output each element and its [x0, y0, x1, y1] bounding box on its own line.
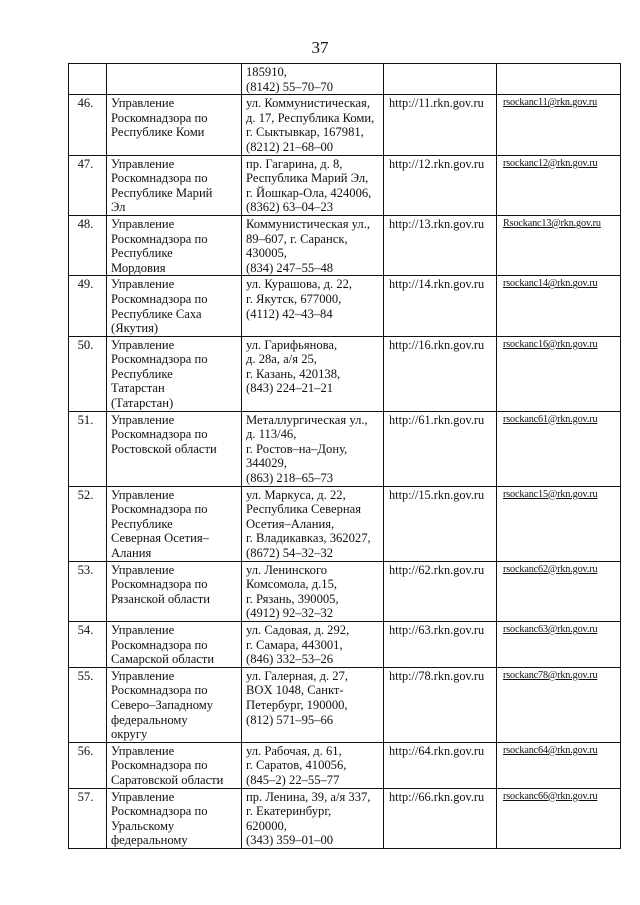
office-address [242, 486, 384, 561]
email-link [497, 64, 621, 95]
office-name-line: федеральному [111, 712, 188, 727]
row-number: 49. [69, 276, 107, 336]
row-number: 56. [69, 742, 107, 788]
office-name-line: Рязанской области [111, 591, 210, 606]
office-name-line: Роскомнадзора по [111, 502, 208, 517]
address-line: Осетия–Алания, [246, 516, 335, 531]
office-name [107, 215, 242, 275]
address-line: г. Екатеринбург, [246, 804, 332, 819]
address-line: (4112) 42–43–84 [246, 306, 333, 321]
address-line: (812) 571–95–66 [246, 712, 334, 727]
office-address [242, 411, 384, 486]
registry-table [68, 63, 621, 849]
address-line: Комсомола, д.15, [246, 577, 338, 592]
address-line: г. Якутск, 677000, [246, 291, 342, 306]
office-name-line: Роскомнадзора по [111, 352, 208, 367]
office-name-line: Роскомнадзора по [111, 110, 208, 125]
address-line: г. Рязань, 390005, [246, 591, 339, 606]
table-row [69, 788, 621, 848]
row-number: 48. [69, 215, 107, 275]
website-link[interactable]: http://16.rkn.gov.ru [384, 336, 497, 411]
office-name-line: (Якутия) [111, 321, 159, 336]
office-name-line: Роскомнадзора по [111, 427, 208, 442]
office-name [107, 561, 242, 621]
address-line: Петербург, 190000, [246, 697, 348, 712]
website-link[interactable]: http://14.rkn.gov.ru [384, 276, 497, 336]
office-address [242, 64, 384, 95]
address-line: ул. Галерная, д. 27, [246, 668, 349, 683]
website-link[interactable]: http://66.rkn.gov.ru [384, 788, 497, 848]
website-link[interactable]: http://11.rkn.gov.ru [384, 95, 497, 155]
website-link[interactable]: http://13.rkn.gov.ru [384, 215, 497, 275]
address-line: пр. Ленина, 39, а/я 337, [246, 789, 371, 804]
table-row [69, 64, 621, 95]
email-link[interactable]: rsockanc15@rkn.gov.ru [497, 486, 621, 561]
office-name [107, 64, 242, 95]
address-line: ул. Садовая, д. 292, [246, 622, 350, 637]
office-name-line: Алания [111, 546, 152, 560]
address-line: ул. Ленинского [246, 562, 328, 577]
address-line: ул. Коммунистическая, [246, 96, 370, 111]
office-name-line: Управление [111, 743, 175, 758]
address-line: 185910, [246, 65, 287, 79]
office-name-line: Управление [111, 277, 175, 292]
address-line: Коммунистическая ул., [246, 216, 370, 231]
table-row [69, 215, 621, 275]
table-row [69, 411, 621, 486]
office-name-line: Управление [111, 622, 175, 637]
office-address [242, 336, 384, 411]
row-number: 57. [69, 788, 107, 848]
office-name-line: Самарской области [111, 652, 215, 667]
office-name-line: Управление [111, 412, 175, 427]
office-name-line: Мордовия [111, 260, 166, 275]
office-name-line: Республике Саха [111, 306, 202, 321]
office-name [107, 667, 242, 742]
address-line: ул. Маркуса, д. 22, [246, 487, 346, 502]
office-name [107, 742, 242, 788]
table-row [69, 95, 621, 155]
address-line: пр. Гагарина, д. 8, [246, 156, 343, 171]
email-link[interactable]: rsockanc62@rkn.gov.ru [497, 561, 621, 621]
office-address [242, 561, 384, 621]
office-name-line: Роскомнадзора по [111, 577, 208, 592]
website-link[interactable]: http://78.rkn.gov.ru [384, 667, 497, 742]
office-name-line: Республике [111, 246, 173, 261]
address-line: 89–607, г. Саранск, [246, 231, 348, 246]
office-name-line: Республике [111, 516, 173, 531]
office-name-line: Управление [111, 216, 175, 231]
address-line: (843) 224–21–21 [246, 381, 334, 396]
office-name-line: Республике Коми [111, 125, 205, 140]
office-name-line: Республике Марий [111, 185, 213, 200]
office-name-line: Роскомнадзора по [111, 291, 208, 306]
office-name-line: (Татарстан) [111, 396, 174, 411]
office-name [107, 621, 242, 667]
address-line: г. Саратов, 410056, [246, 758, 347, 773]
email-link[interactable]: Rsockanc13@rkn.gov.ru [497, 215, 621, 275]
address-line: ул. Курашова, д. 22, [246, 277, 353, 292]
table-row [69, 155, 621, 215]
address-line: д. 113/46, [246, 427, 297, 442]
office-name-line: Северо–Западному [111, 697, 214, 712]
website-link [384, 64, 497, 95]
table-row [69, 336, 621, 411]
office-name [107, 95, 242, 155]
office-name-line: федеральному [111, 833, 188, 848]
table-row [69, 621, 621, 667]
website-link[interactable]: http://12.rkn.gov.ru [384, 155, 497, 215]
address-line: ул. Гарифьянова, [246, 337, 338, 352]
office-name [107, 788, 242, 848]
office-address [242, 95, 384, 155]
address-line: (8362) 63–04–23 [246, 200, 334, 215]
address-line: Республика Северная [246, 502, 362, 517]
office-name-line: Республике [111, 366, 173, 381]
office-address [242, 742, 384, 788]
office-name-line: Саратовской области [111, 772, 224, 787]
office-name [107, 411, 242, 486]
office-name-line: Управление [111, 789, 175, 804]
email-link[interactable]: rsockanc61@rkn.gov.ru [497, 411, 621, 486]
address-line: (8212) 21–68–00 [246, 139, 334, 154]
row-number: 50. [69, 336, 107, 411]
address-line: (4912) 92–32–32 [246, 606, 334, 621]
office-name-line: Управление [111, 668, 175, 683]
row-number: 54. [69, 621, 107, 667]
email-link[interactable]: rsockanc64@rkn.gov.ru [497, 742, 621, 788]
address-line: BOX 1048, Санкт- [246, 683, 344, 698]
email-link[interactable]: rsockanc12@rkn.gov.ru [497, 155, 621, 215]
table-row [69, 667, 621, 742]
email-link[interactable]: rsockanc66@rkn.gov.ru [497, 788, 621, 848]
office-name-line: Татарстан [111, 381, 165, 396]
address-line: г. Йошкар-Ола, 424006, [246, 185, 372, 200]
office-name-line: Управление [111, 337, 175, 352]
email-link[interactable]: rsockanc14@rkn.gov.ru [497, 276, 621, 336]
website-link[interactable]: http://61.rkn.gov.ru [384, 411, 497, 486]
row-number: 51. [69, 411, 107, 486]
registry-body [69, 64, 621, 849]
office-name-line: Эл [111, 200, 126, 215]
email-link[interactable]: rsockanc63@rkn.gov.ru [497, 621, 621, 667]
office-name-line: Управление [111, 487, 175, 502]
office-name-line: Роскомнадзора по [111, 171, 208, 186]
address-line: 430005, [246, 246, 287, 261]
address-line: г. Самара, 443001, [246, 637, 343, 652]
row-number: 55. [69, 667, 107, 742]
website-link[interactable]: http://15.rkn.gov.ru [384, 486, 497, 561]
website-link[interactable]: http://64.rkn.gov.ru [384, 742, 497, 788]
table-row [69, 486, 621, 561]
office-name-line: Управление [111, 156, 175, 171]
row-number: 53. [69, 561, 107, 621]
office-name-line: Роскомнадзора по [111, 758, 208, 773]
office-address [242, 788, 384, 848]
address-line: 344029, [246, 456, 287, 471]
address-line: (343) 359–01–00 [246, 833, 334, 848]
address-line: Металлургическая ул., [246, 412, 368, 427]
office-address [242, 155, 384, 215]
address-line: г. Сыктывкар, 167981, [246, 125, 364, 140]
office-name [107, 336, 242, 411]
table-row [69, 276, 621, 336]
office-address [242, 621, 384, 667]
office-name-line: Роскомнадзора по [111, 637, 208, 652]
website-link[interactable]: http://62.rkn.gov.ru [384, 561, 497, 621]
address-line: (863) 218–65–73 [246, 471, 334, 486]
page-number: 37 [311, 38, 329, 57]
office-name [107, 276, 242, 336]
office-name-line: Управление [111, 96, 175, 111]
office-address [242, 215, 384, 275]
office-name-line: Роскомнадзора по [111, 683, 208, 698]
row-number: 52. [69, 486, 107, 561]
address-line: г. Ростов–на–Дону, [246, 441, 348, 456]
address-line: ул. Рабочая, д. 61, [246, 743, 342, 758]
office-name-line: Управление [111, 562, 175, 577]
address-line: (834) 247–55–48 [246, 260, 334, 275]
address-line: (8142) 55–70–70 [246, 79, 334, 94]
office-name [107, 155, 242, 215]
address-line: г. Владикавказ, 362027, [246, 531, 371, 546]
email-link[interactable]: rsockanc78@rkn.gov.ru [497, 667, 621, 742]
address-line: (845–2) 22–55–77 [246, 772, 340, 787]
row-number: 46. [69, 95, 107, 155]
office-name-line: Уральскому [111, 818, 175, 833]
address-line: Республика Марий Эл, [246, 171, 369, 186]
website-link[interactable]: http://63.rkn.gov.ru [384, 621, 497, 667]
address-line: д. 17, Республика Коми, [246, 110, 375, 125]
address-line: г. Казань, 420138, [246, 366, 341, 381]
office-name-line: округу [111, 727, 148, 742]
row-number: 47. [69, 155, 107, 215]
row-number [69, 64, 107, 95]
office-name [107, 486, 242, 561]
table-row [69, 561, 621, 621]
table-row [69, 742, 621, 788]
office-address [242, 276, 384, 336]
office-name-line: Роскомнадзора по [111, 804, 208, 819]
email-link[interactable]: rsockanc16@rkn.gov.ru [497, 336, 621, 411]
office-address [242, 667, 384, 742]
address-line: (8672) 54–32–32 [246, 546, 334, 560]
address-line: (846) 332–53–26 [246, 652, 334, 667]
address-line: 620000, [246, 818, 287, 833]
office-name-line: Северная Осетия– [111, 531, 209, 546]
email-link[interactable]: rsockanc11@rkn.gov.ru [497, 95, 621, 155]
office-name-line: Ростовской области [111, 441, 217, 456]
office-name-line: Роскомнадзора по [111, 231, 208, 246]
address-line: д. 28а, а/я 25, [246, 352, 317, 367]
